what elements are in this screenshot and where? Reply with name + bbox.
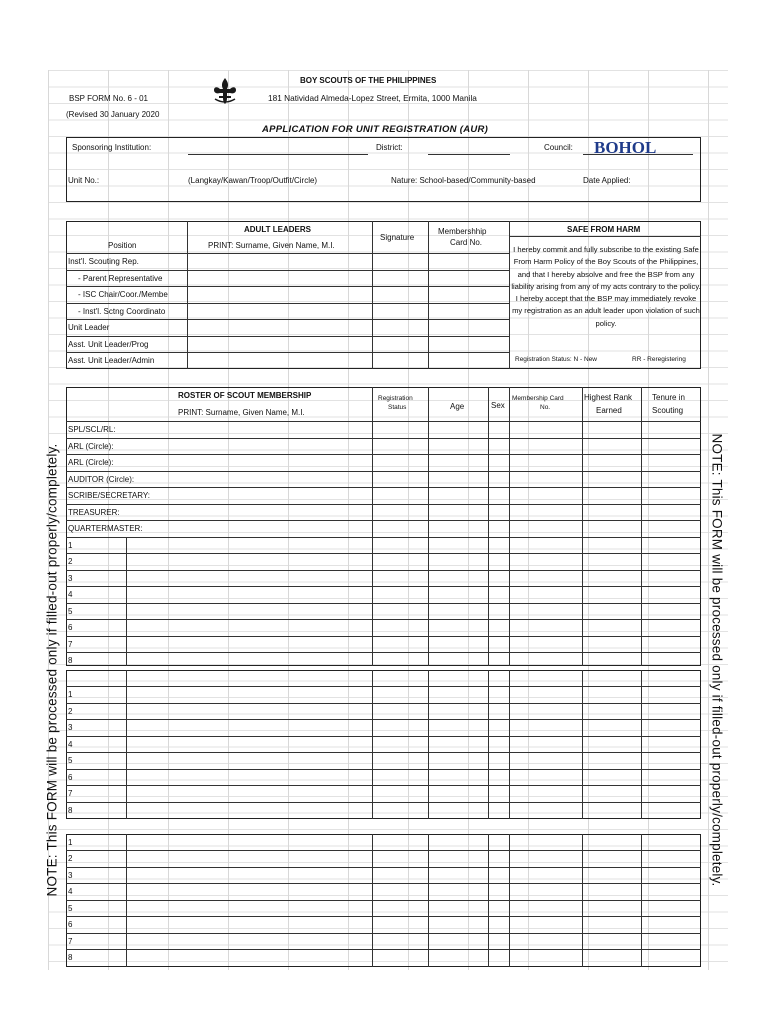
member-row-number: 7 (68, 640, 73, 649)
card-no-header: Membership Card (512, 395, 564, 402)
district-label: District: (376, 143, 403, 152)
roster-heading: ROSTER OF SCOUT MEMBERSHIP (178, 391, 312, 400)
signature-header: Signature (380, 233, 415, 242)
position-row: - Inst'l. Sctng Coordinato (78, 307, 166, 316)
sex-header: Sex (491, 401, 505, 410)
position-row: Inst'l. Scouting Rep. (68, 257, 139, 266)
safe-from-harm-text: I hereby commit and fully subscribe to the existing Safe From Harm Policy of the Boy Scouts of the Philippines, and that I hereby absolve and free the BSP from any liability arising from any of my acts contrary to the policy. I hereby accept that the BSP may immediately revoke my registration as an adult leader upon violation of such policy. (511, 245, 701, 328)
rank-header-2: Earned (596, 406, 622, 415)
unit-types: (Langkay/Kawan/Troop/Outfit/Circle) (188, 176, 318, 185)
form-number: BSP FORM No. 6 - 01 (69, 94, 148, 103)
member-row-number: 3 (68, 871, 73, 880)
print-name-header: PRINT: Surname, Given Name, M.I. (208, 241, 335, 250)
org-address: 181 Natividad Almeda-Lopez Street, Ermita, 1000 Manila (268, 93, 477, 103)
sponsoring-label: Sponsoring Institution: (72, 143, 152, 152)
membership-header: Membershhip (438, 227, 487, 236)
revision-date: (Revised 30 January 2020 (66, 110, 160, 119)
date-applied-label: Date Applied: (583, 176, 631, 185)
member-row-number: 6 (68, 920, 73, 929)
member-row-number: 4 (68, 590, 73, 599)
age-header: Age (450, 402, 465, 411)
safe-from-harm-heading: SAFE FROM HARM (567, 225, 641, 234)
member-row-number: 2 (68, 854, 73, 863)
position-row: Unit Leader (68, 323, 110, 332)
position-row: Asst. Unit Leader/Prog (68, 340, 149, 349)
council-value: BOHOL (594, 138, 657, 157)
rank-header: Highest Rank (584, 393, 633, 402)
member-row-number: 6 (68, 623, 73, 632)
officer-row: AUDITOR (Circle): (68, 475, 135, 484)
card-no-header-2: No. (540, 404, 551, 411)
member-row-number: 8 (68, 806, 73, 815)
member-row-number: 1 (68, 838, 73, 847)
adult-leaders-heading: ADULT LEADERS (244, 225, 311, 234)
member-row-number: 5 (68, 904, 73, 913)
org-name: BOY SCOUTS OF THE PHILIPPINES (300, 76, 437, 85)
registration-status-legend: Registration Status: N - New (515, 356, 598, 363)
officer-row: SPL/SCL/RL: (68, 425, 116, 434)
position-row: - Parent Representative (78, 274, 163, 283)
nature-label: Nature: School-based/Community-based (391, 176, 536, 185)
roster-block-2 (66, 670, 701, 819)
officer-row: ARL (Circle): (68, 442, 114, 451)
member-row-number: 8 (68, 656, 73, 665)
position-row: - ISC Chair/Coor./Membe (78, 290, 168, 299)
member-row-number: 2 (68, 557, 73, 566)
roster-table (66, 387, 701, 666)
reregistering-legend: RR - Reregistering (632, 356, 686, 363)
member-row-number: 7 (68, 789, 73, 798)
tenure-header: Tenure in (652, 393, 685, 402)
officer-row: SCRIBE/SECRETARY: (68, 491, 150, 500)
member-row-number: 5 (68, 607, 73, 616)
note-left: NOTE: This FORM will be processed only if filled-out properly/completely. (44, 443, 60, 897)
position-row: Asst. Unit Leader/Admin (68, 356, 155, 365)
member-row-number: 3 (68, 723, 73, 732)
officer-row: ARL (Circle): (68, 458, 114, 467)
form-title: APPLICATION FOR UNIT REGISTRATION (AUR) (262, 124, 489, 135)
reg-status-header-2: Status (388, 404, 407, 411)
member-row-number: 8 (68, 953, 73, 962)
note-right: NOTE: This FORM will be processed only if filled-out properly/completely. (709, 433, 725, 887)
member-row-number: 1 (68, 541, 73, 550)
unit-no-label: Unit No.: (68, 176, 100, 185)
member-row-number: 4 (68, 740, 73, 749)
tenure-header-2: Scouting (652, 406, 684, 415)
position-header: Position (108, 241, 137, 250)
sponsoring-field[interactable] (188, 154, 368, 155)
council-label: Council: (544, 143, 573, 152)
district-field[interactable] (428, 154, 510, 155)
member-row-number: 2 (68, 707, 73, 716)
reg-status-header: Registration (378, 395, 413, 402)
member-row-number: 7 (68, 937, 73, 946)
member-row-number: 3 (68, 574, 73, 583)
bsp-emblem-icon (212, 77, 238, 105)
member-row-number: 5 (68, 756, 73, 765)
member-row-number: 4 (68, 887, 73, 896)
member-row-number: 6 (68, 773, 73, 782)
officer-row: TREASURER: (68, 508, 120, 517)
card-no-header: Card No. (450, 238, 483, 247)
member-row-number: 1 (68, 690, 73, 699)
roster-print-header: PRINT: Surname, Given Name, M.I. (178, 408, 305, 417)
officer-row: QUARTERMASTER: (68, 524, 143, 533)
